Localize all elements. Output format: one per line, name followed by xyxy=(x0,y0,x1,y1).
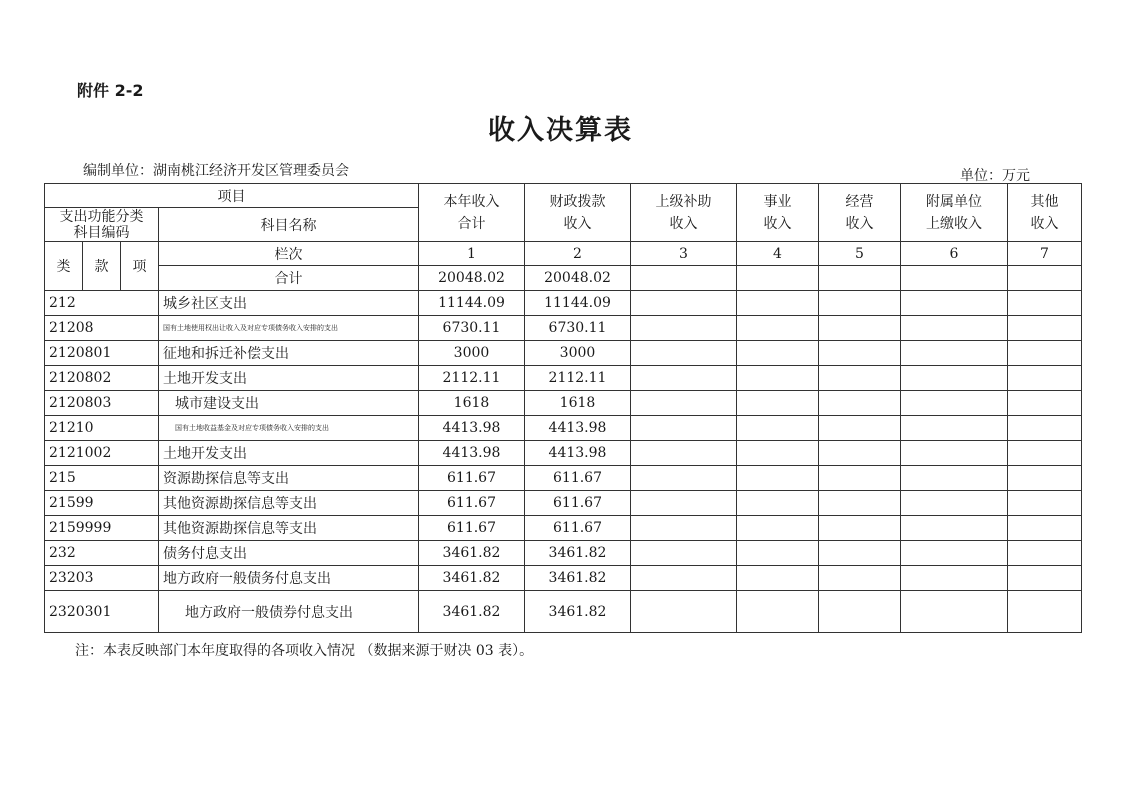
row-empty xyxy=(819,316,901,341)
row-empty xyxy=(819,591,901,633)
row-name: 债务付息支出 xyxy=(159,541,419,566)
row-fiscal: 3461.82 xyxy=(525,566,631,591)
row-empty xyxy=(631,591,737,633)
header-xiang: 项 xyxy=(121,242,159,291)
row-fiscal: 6730.11 xyxy=(525,316,631,341)
table-row xyxy=(45,491,1082,516)
row-total: 611.67 xyxy=(419,491,525,516)
header-col-1: 本年收入 合计 xyxy=(419,184,525,242)
row-empty xyxy=(737,466,819,491)
row-fiscal: 611.67 xyxy=(525,466,631,491)
row-code: 2320301 xyxy=(45,591,159,633)
row-empty xyxy=(631,366,737,391)
row-empty xyxy=(737,491,819,516)
row-code: 2120801 xyxy=(45,341,159,366)
row-name: 地方政府一般债券付息支出 xyxy=(159,591,419,633)
row-code: 212 xyxy=(45,291,159,316)
header-col-5: 经营 收入 xyxy=(819,184,901,242)
row-empty xyxy=(1008,591,1082,633)
row-fiscal: 11144.09 xyxy=(525,291,631,316)
row-empty xyxy=(631,466,737,491)
total-label: 合计 xyxy=(159,266,419,291)
row-empty xyxy=(737,366,819,391)
row-code: 215 xyxy=(45,466,159,491)
row-name: 国有土地使用权出让收入及对应专项债务收入安排的支出 xyxy=(159,316,419,341)
row-name: 征地和拆迁补偿支出 xyxy=(159,341,419,366)
row-fiscal: 3000 xyxy=(525,341,631,366)
col-num-4: 4 xyxy=(737,242,819,266)
table-row xyxy=(45,416,1082,441)
row-fiscal: 611.67 xyxy=(525,516,631,541)
total-cell xyxy=(1008,266,1082,291)
row-empty xyxy=(819,291,901,316)
row-fiscal: 1618 xyxy=(525,391,631,416)
row-empty xyxy=(631,441,737,466)
row-empty xyxy=(901,416,1008,441)
row-empty xyxy=(1008,466,1082,491)
total-cell xyxy=(737,266,819,291)
footnote: 注：本表反映部门本年度取得的各项收入情况 （数据来源于财决 03 表）。 xyxy=(75,643,534,659)
header-func-code: 支出功能分类 科目编码 xyxy=(45,208,159,242)
row-empty xyxy=(1008,316,1082,341)
document-title: 收入决算表 xyxy=(488,115,633,146)
row-empty xyxy=(1008,391,1082,416)
table-row xyxy=(45,291,1082,316)
row-total: 3461.82 xyxy=(419,566,525,591)
currency-unit: 单位：万元 xyxy=(960,168,1030,184)
row-name: 城乡社区支出 xyxy=(159,291,419,316)
header-col-2: 财政拨款 收入 xyxy=(525,184,631,242)
row-total: 611.67 xyxy=(419,466,525,491)
header-col-7: 其他 收入 xyxy=(1008,184,1082,242)
row-empty xyxy=(1008,491,1082,516)
row-total: 6730.11 xyxy=(419,316,525,341)
row-fiscal: 4413.98 xyxy=(525,416,631,441)
row-code: 2120803 xyxy=(45,391,159,416)
header-lei: 类 xyxy=(45,242,83,291)
row-total: 3000 xyxy=(419,341,525,366)
table-row xyxy=(45,391,1082,416)
table-row xyxy=(45,541,1082,566)
row-empty xyxy=(901,591,1008,633)
row-total: 1618 xyxy=(419,391,525,416)
row-empty xyxy=(901,316,1008,341)
row-empty xyxy=(737,516,819,541)
row-name: 国有土地收益基金及对应专项债务收入安排的支出 xyxy=(159,416,419,441)
row-empty xyxy=(631,416,737,441)
row-fiscal: 3461.82 xyxy=(525,541,631,566)
row-empty xyxy=(819,541,901,566)
row-fiscal: 2112.11 xyxy=(525,366,631,391)
row-empty xyxy=(901,391,1008,416)
row-total: 2112.11 xyxy=(419,366,525,391)
row-name: 土地开发支出 xyxy=(159,366,419,391)
row-empty xyxy=(901,441,1008,466)
table-row xyxy=(45,466,1082,491)
row-empty xyxy=(819,341,901,366)
row-empty xyxy=(901,516,1008,541)
total-cell xyxy=(819,266,901,291)
row-empty xyxy=(737,316,819,341)
row-name: 其他资源勘探信息等支出 xyxy=(159,491,419,516)
row-empty xyxy=(1008,291,1082,316)
row-empty xyxy=(819,516,901,541)
col-num-1: 1 xyxy=(419,242,525,266)
row-total: 611.67 xyxy=(419,516,525,541)
row-name: 土地开发支出 xyxy=(159,441,419,466)
row-code: 23203 xyxy=(45,566,159,591)
row-name: 资源勘探信息等支出 xyxy=(159,466,419,491)
header-kuan: 款 xyxy=(83,242,121,291)
row-empty xyxy=(737,566,819,591)
row-empty xyxy=(1008,516,1082,541)
table-row xyxy=(45,341,1082,366)
row-total: 3461.82 xyxy=(419,591,525,633)
row-code: 21599 xyxy=(45,491,159,516)
row-empty xyxy=(1008,441,1082,466)
row-name: 城市建设支出 xyxy=(159,391,419,416)
row-empty xyxy=(631,516,737,541)
total-cell xyxy=(631,266,737,291)
row-empty xyxy=(901,291,1008,316)
row-total: 3461.82 xyxy=(419,541,525,566)
row-empty xyxy=(1008,366,1082,391)
row-empty xyxy=(737,341,819,366)
table-row xyxy=(45,591,1082,633)
row-empty xyxy=(737,541,819,566)
col-num-5: 5 xyxy=(819,242,901,266)
row-empty xyxy=(631,341,737,366)
row-empty xyxy=(819,491,901,516)
row-empty xyxy=(737,416,819,441)
row-empty xyxy=(631,541,737,566)
row-code: 21210 xyxy=(45,416,159,441)
row-empty xyxy=(631,316,737,341)
row-empty xyxy=(631,566,737,591)
row-empty xyxy=(819,441,901,466)
col-num-7: 7 xyxy=(1008,242,1082,266)
row-empty xyxy=(1008,566,1082,591)
row-empty xyxy=(819,366,901,391)
row-empty xyxy=(737,391,819,416)
row-code: 232 xyxy=(45,541,159,566)
attachment-label: 附件 2-2 xyxy=(77,81,144,100)
header-col-3: 上级补助 收入 xyxy=(631,184,737,242)
row-empty xyxy=(901,366,1008,391)
row-empty xyxy=(631,291,737,316)
row-total: 11144.09 xyxy=(419,291,525,316)
header-lanci: 栏次 xyxy=(159,242,419,266)
header-project: 项目 xyxy=(45,184,419,208)
row-empty xyxy=(901,566,1008,591)
income-table xyxy=(44,183,1082,633)
row-empty xyxy=(1008,541,1082,566)
row-empty xyxy=(819,466,901,491)
row-fiscal: 4413.98 xyxy=(525,441,631,466)
row-empty xyxy=(901,341,1008,366)
row-name: 地方政府一般债务付息支出 xyxy=(159,566,419,591)
header-col-6: 附属单位 上缴收入 xyxy=(901,184,1008,242)
row-empty xyxy=(631,391,737,416)
row-total: 4413.98 xyxy=(419,441,525,466)
row-code: 21208 xyxy=(45,316,159,341)
col-num-6: 6 xyxy=(901,242,1008,266)
table-row xyxy=(45,316,1082,341)
row-empty xyxy=(819,391,901,416)
compiling-unit: 编制单位：湖南桃江经济开发区管理委员会 xyxy=(83,163,349,179)
row-empty xyxy=(819,566,901,591)
row-fiscal: 3461.82 xyxy=(525,591,631,633)
table-row xyxy=(45,566,1082,591)
row-empty xyxy=(631,491,737,516)
row-empty xyxy=(1008,341,1082,366)
table-row xyxy=(45,441,1082,466)
row-empty xyxy=(737,591,819,633)
row-empty xyxy=(901,466,1008,491)
total-fiscal: 20048.02 xyxy=(525,266,631,291)
table-row xyxy=(45,516,1082,541)
row-total: 4413.98 xyxy=(419,416,525,441)
col-num-3: 3 xyxy=(631,242,737,266)
row-fiscal: 611.67 xyxy=(525,491,631,516)
header-col-4: 事业 收入 xyxy=(737,184,819,242)
row-empty xyxy=(901,491,1008,516)
row-empty xyxy=(1008,416,1082,441)
header-subject-name: 科目名称 xyxy=(159,208,419,242)
row-empty xyxy=(819,416,901,441)
row-code: 2121002 xyxy=(45,441,159,466)
total-cell xyxy=(901,266,1008,291)
row-empty xyxy=(737,291,819,316)
row-code: 2120802 xyxy=(45,366,159,391)
header-row-1 xyxy=(45,184,1082,208)
row-empty xyxy=(901,541,1008,566)
header-row-lanci xyxy=(45,242,1082,266)
total-row xyxy=(45,266,1082,291)
row-name: 其他资源勘探信息等支出 xyxy=(159,516,419,541)
col-num-2: 2 xyxy=(525,242,631,266)
row-empty xyxy=(737,441,819,466)
row-code: 2159999 xyxy=(45,516,159,541)
total-income: 20048.02 xyxy=(419,266,525,291)
table-row xyxy=(45,366,1082,391)
